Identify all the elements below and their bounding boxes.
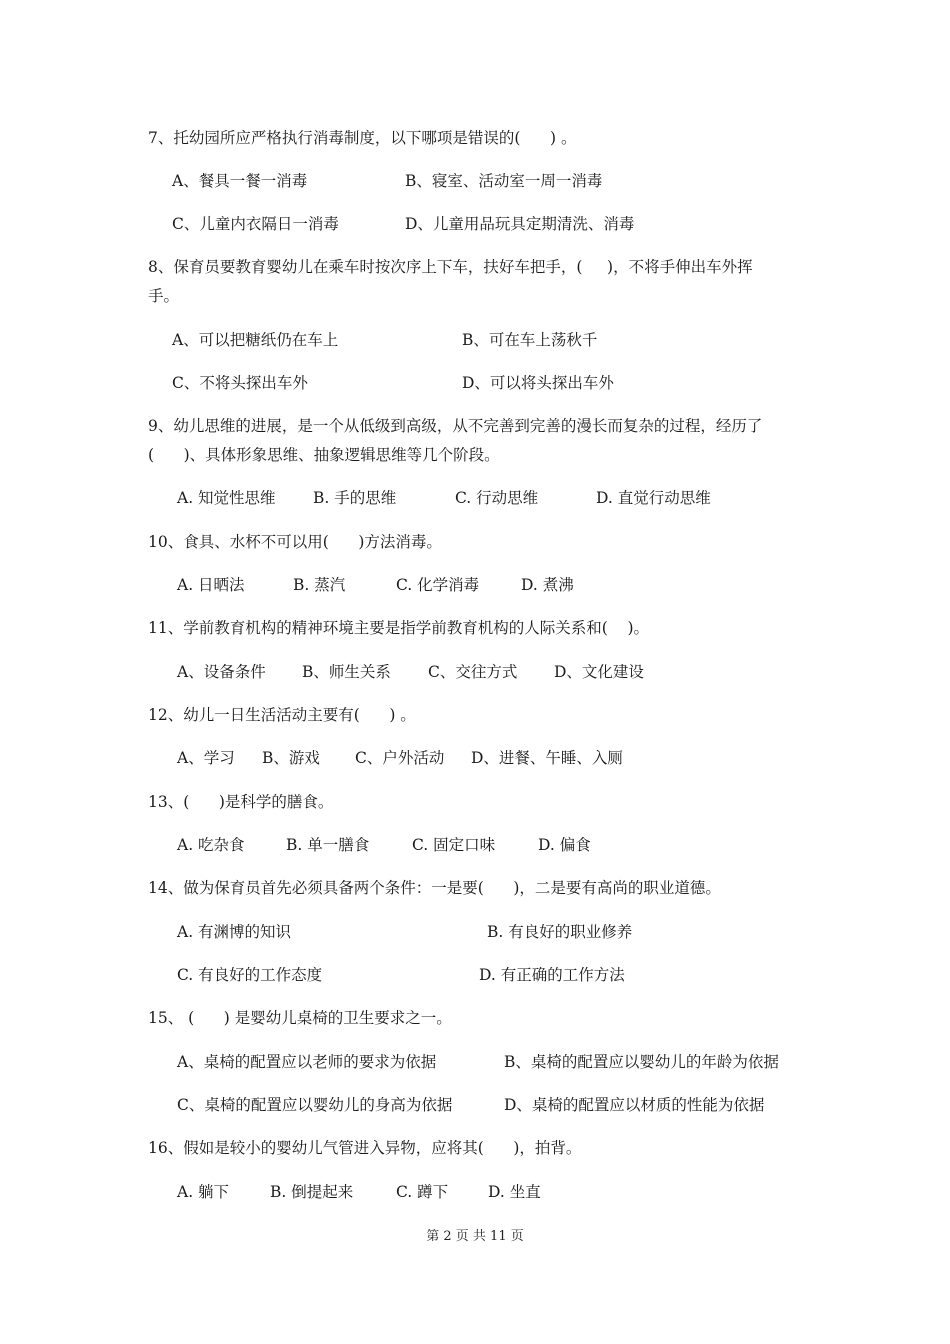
q13-option-b: B. 单一膳食	[286, 836, 370, 854]
q14-option-d: D. 有正确的工作方法	[479, 966, 625, 984]
q13-option-d: D. 偏食	[538, 836, 591, 854]
q11-option-d: D、文化建设	[554, 663, 644, 681]
q8-option-d: D、可以将头探出车外	[462, 374, 614, 392]
question-10-text: 10、食具、水杯不可以用( )方法消毒。	[148, 533, 442, 551]
q16-option-b: B. 倒提起来	[270, 1183, 354, 1201]
q12-option-b: B、游戏	[262, 749, 320, 767]
question-14-text: 14、做为保育员首先必须具备两个条件：一是要( )，二是要有高尚的职业道德。	[148, 879, 721, 897]
q8-option-c: C、不将头探出车外	[172, 374, 308, 392]
question-9-text: 9、幼儿思维的进展，是一个从低级到高级，从不完善到完善的漫长而复杂的过程，经历了	[148, 417, 763, 435]
q11-option-c: C、交往方式	[428, 663, 518, 681]
q14-option-a: A. 有渊博的知识	[177, 923, 292, 941]
q11-option-b: B、师生关系	[302, 663, 391, 681]
question-13-text: 13、( )是科学的膳食。	[148, 793, 334, 811]
question-16-text: 16、假如是较小的婴幼儿气管进入异物，应将其( )，拍背。	[148, 1139, 582, 1157]
q7-option-c: C、儿童内衣隔日一消毒	[172, 215, 339, 233]
q8-option-a: A、可以把糖纸仍在车上	[172, 331, 339, 349]
question-7-text: 7、托幼园所应严格执行消毒制度，以下哪项是错误的( ) 。	[148, 129, 577, 147]
q13-option-a: A. 吃杂食	[177, 836, 245, 854]
q14-option-c: C. 有良好的工作态度	[177, 966, 323, 984]
q9-option-a: A. 知觉性思维	[177, 489, 276, 507]
q9-option-b: B. 手的思维	[313, 489, 397, 507]
question-12-text: 12、幼儿一日生活活动主要有( ) 。	[148, 706, 416, 724]
q10-option-c: C. 化学消毒	[396, 576, 480, 594]
q9-option-d: D. 直觉行动思维	[596, 489, 711, 507]
question-15-text: 15、 ( ) 是婴幼儿桌椅的卫生要求之一。	[148, 1009, 452, 1027]
q12-option-c: C、户外活动	[355, 749, 445, 767]
q12-option-a: A、学习	[177, 749, 235, 767]
q15-option-a: A、桌椅的配置应以老师的要求为依据	[177, 1053, 437, 1071]
question-8-text-line2: 手。	[148, 287, 180, 305]
q15-option-b: B、桌椅的配置应以婴幼儿的年龄为依据	[504, 1053, 779, 1071]
q15-option-d: D、桌椅的配置应以材质的性能为依据	[504, 1096, 765, 1114]
question-11-text: 11、学前教育机构的精神环境主要是指学前教育机构的人际关系和( )。	[148, 619, 650, 637]
question-8-text: 8、保育员要教育婴幼儿在乘车时按次序上下车，扶好车把手，( )，不将手伸出车外挥	[148, 258, 753, 276]
question-9-text-line2: ( )、具体形象思维、抽象逻辑思维等几个阶段。	[148, 446, 500, 464]
q16-option-a: A. 躺下	[177, 1183, 230, 1201]
q9-option-c: C. 行动思维	[455, 489, 539, 507]
q16-option-d: D. 坐直	[488, 1183, 541, 1201]
q10-option-a: A. 日晒法	[177, 576, 245, 594]
q7-option-b: B、寝室、活动室一周一消毒	[405, 172, 603, 190]
q7-option-a: A、餐具一餐一消毒	[172, 172, 308, 190]
q15-option-c: C、桌椅的配置应以婴幼儿的身高为依据	[177, 1096, 453, 1114]
q12-option-d: D、进餐、午睡、入厕	[471, 749, 623, 767]
q13-option-c: C. 固定口味	[412, 836, 496, 854]
q10-option-d: D. 煮沸	[521, 576, 574, 594]
q14-option-b: B. 有良好的职业修养	[487, 923, 633, 941]
q10-option-b: B. 蒸汽	[293, 576, 346, 594]
q16-option-c: C. 蹲下	[396, 1183, 449, 1201]
q7-option-d: D、儿童用品玩具定期清洗、消毒	[405, 215, 635, 233]
q8-option-b: B、可在车上荡秋千	[462, 331, 598, 349]
page-number-footer: 第 2 页 共 11 页	[426, 1229, 524, 1244]
q11-option-a: A、设备条件	[177, 663, 266, 681]
